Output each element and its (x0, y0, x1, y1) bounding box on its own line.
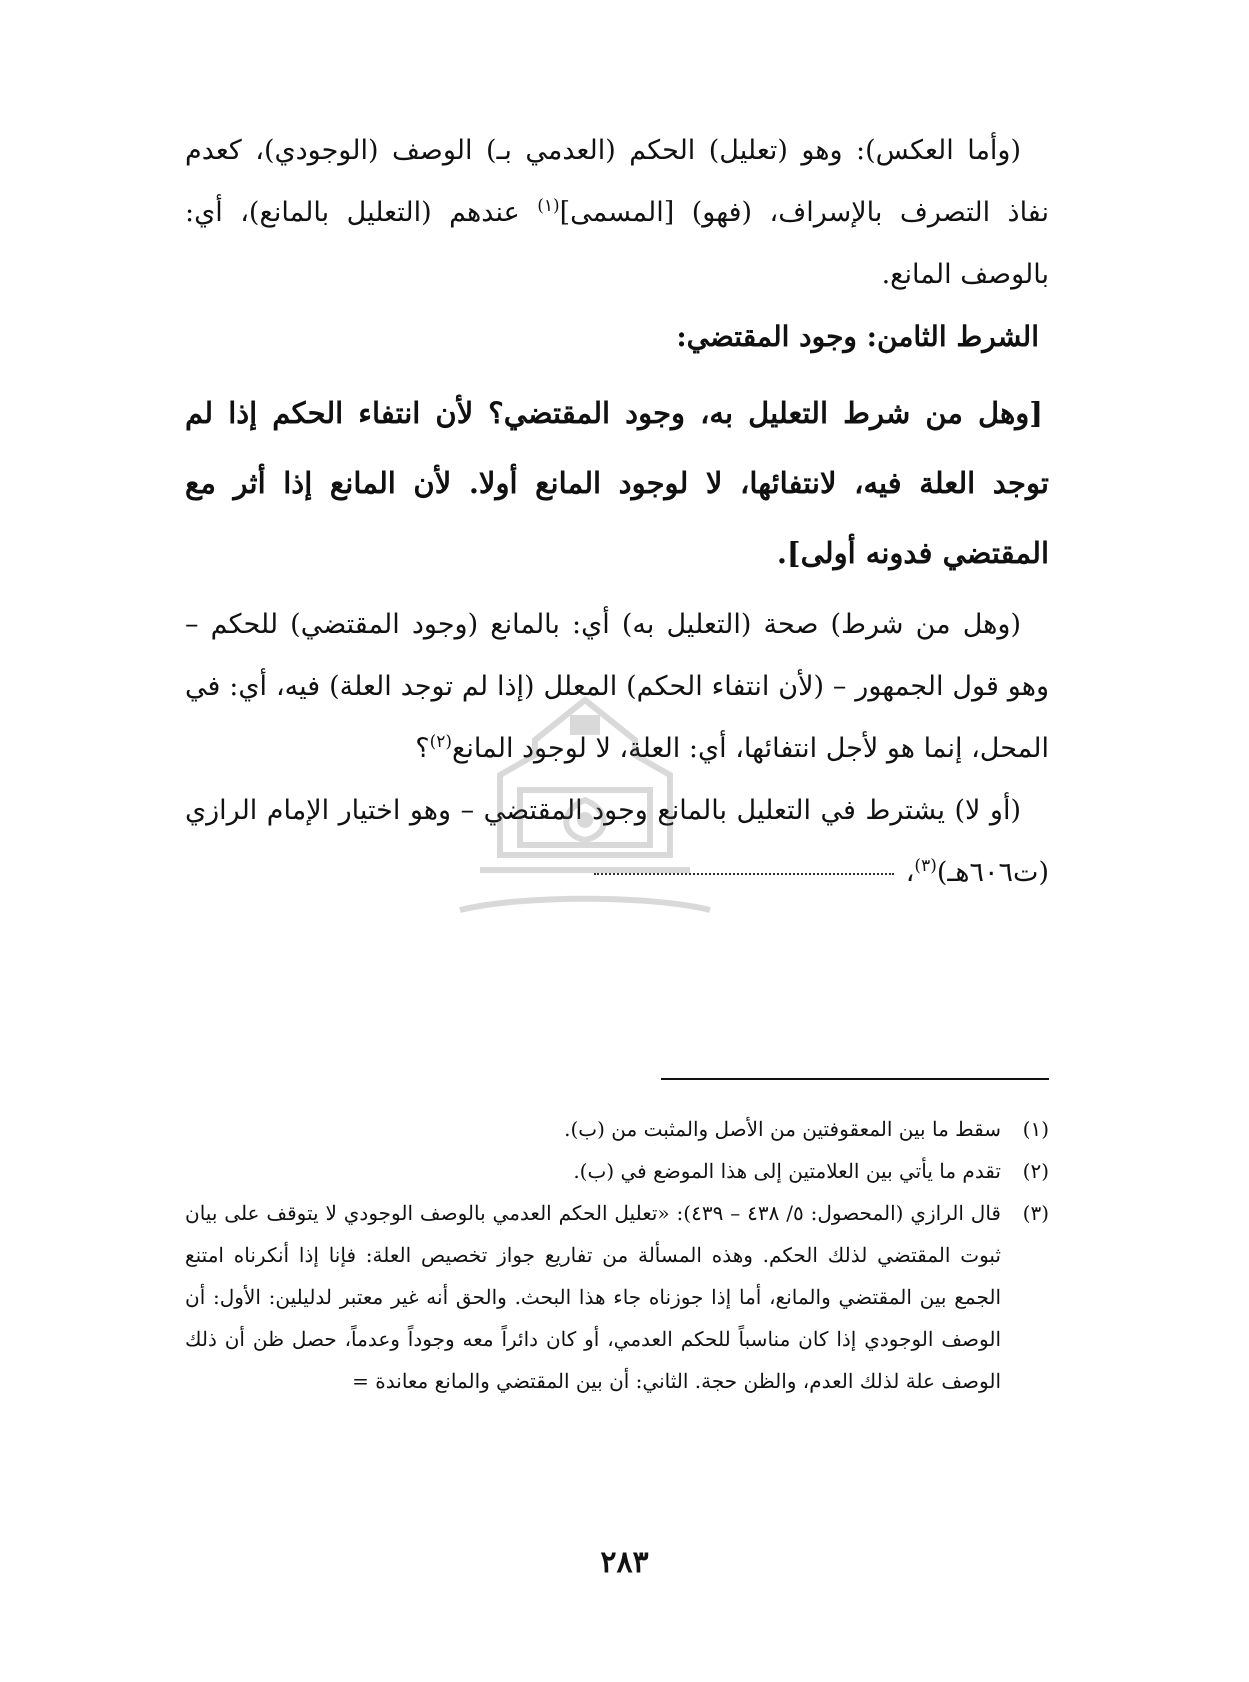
footnote-ref-2: (٢) (429, 732, 452, 752)
footnote-text: تقدم ما يأتي بين العلامتين إلى هذا الموضع في (ب). (573, 1159, 1001, 1183)
dotted-leader (594, 873, 894, 875)
paragraph-text: (أو لا) يشترط في التعليل بالمانع وجود المقتضي – وهو اختيار الإمام الرازي (ت٦٠٦هـ) (185, 795, 1049, 888)
footnote-number: (١) (1022, 1117, 1049, 1141)
paragraph-text-end: ؟ (415, 733, 430, 764)
paragraph-text-end: عندهم (التعليل بالمانع)، أي: بالوصف المانع. (185, 197, 1049, 290)
footnotes (185, 1108, 1049, 1402)
footnote-number: (٣) (1022, 1201, 1049, 1225)
page-number: ٢٨٣ (600, 1545, 649, 1580)
paragraph-text: (وهل من شرط) صحة (التعليل به) أي: بالمانع (وجود المقتضي) للحكم – وهو قول الجمهور – (لأن انتفاء الحكم) المعلل (إذا لم توجد العلة) فيه، أي: في المحل، إنما هو لأجل انتفائها، أي: العلة، لا لوجود المانع (185, 609, 1049, 764)
footnote (185, 1108, 1049, 1150)
footnote-number: (٢) (1022, 1159, 1049, 1183)
section-heading: الشرط الثامن: وجود المقتضي: (676, 320, 1039, 353)
footnote (185, 1192, 1049, 1402)
main-text (185, 120, 1049, 904)
footnote (185, 1150, 1049, 1192)
paragraph-reverse-case (185, 120, 1049, 306)
matn-quote: [وهل من شرط التعليل به، وجود المقتضي؟ لأن انتفاء الحكم إذا لم توجد العلة فيه، لانتفائها، لا لوجود المانع أولا. لأن المانع إذا أثر مع المقتضي فدونه أولى]. (185, 396, 1049, 570)
footnote-separator (661, 1078, 1049, 1080)
paragraph-condition (185, 594, 1049, 780)
paragraph-alternative (185, 780, 1049, 904)
footnote-text: قال الرازي (المحصول: ٥/ ٤٣٨ – ٤٣٩): «تعليل الحكم العدمي بالوصف الوجودي لا يتوقف على بيان ثبوت المقتضي لذلك الحكم. وهذه المسألة من تفاريع جواز تخصيص العلة: فإنا إذا أنكرناه امتنع الجمع بين المقتضي والمانع، أما إذا جوزناه جاء هذا البحث. والحق أنه غير معتبر لدليلين: الأول: أن الوصف الوجودي إذا كان مناسباً للحكم العدمي، أو كان دائراً معه وجوداً وعدماً، حصل ظن أن ذلك الوصف علة لذلك العدم، والظن حجة. الثاني: أن بين المقتضي والمانع معاندة = (185, 1201, 1001, 1393)
paragraph-text: (وأما العكس): وهو (تعليل) الحكم (العدمي بـ) الوصف (الوجودي)، كعدم نفاذ التصرف بالإسراف، (فهو) [المسمى] (185, 135, 1049, 228)
footnote-ref-1: (١) (537, 196, 560, 216)
footnote-text: سقط ما بين المعقوفتين من الأصل والمثبت من (ب). (564, 1117, 1001, 1141)
footnote-ref-3: (٣) (914, 856, 937, 876)
paragraph-text-end: ، (905, 857, 915, 888)
